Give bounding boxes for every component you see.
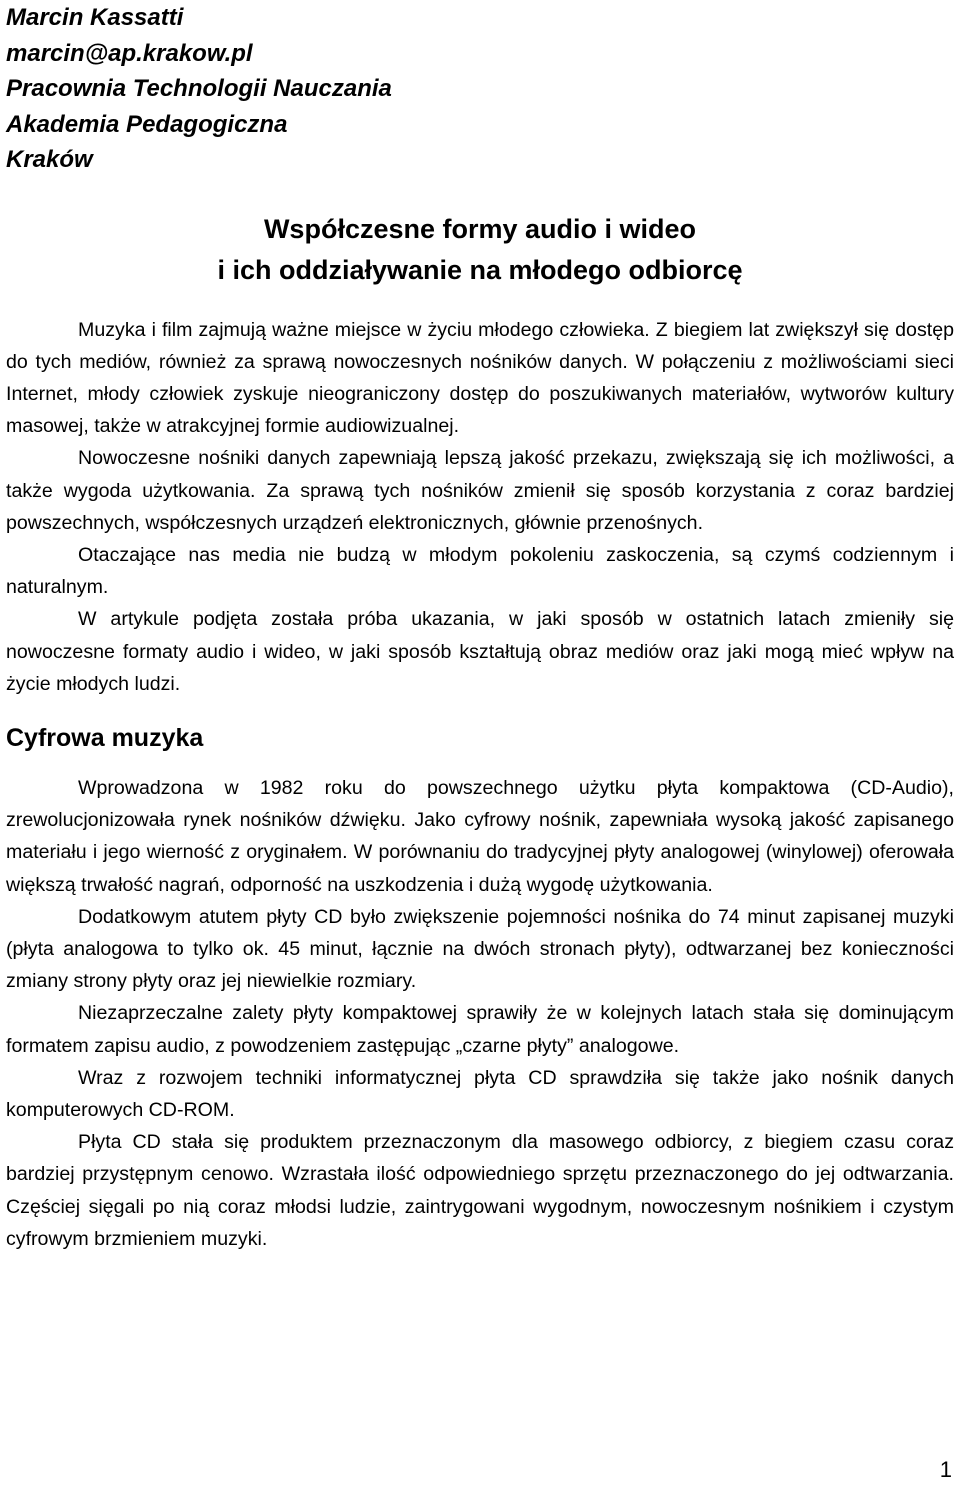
document-page — [6, 0, 954, 1255]
author-unit: Pracownia Technologii Nauczania — [6, 75, 392, 102]
author-email: marcin@ap.krakow.pl — [6, 39, 253, 67]
author-city: Kraków — [6, 146, 93, 173]
author-institution: Akademia Pedagogiczna — [6, 110, 288, 138]
section-paragraph: Niezaprzeczalne zalety płyty kompaktowej sprawiły że w kolejnych latach stała się dominującym formatem zapisu audio, z powodzeniem zastępując „czarne płyty” analogowe. — [6, 1002, 954, 1057]
document-title — [6, 209, 954, 291]
section-paragraph: Wprowadzona w 1982 roku do powszechnego użytku płyta kompaktowa (CD-Audio), zrewolucjonizowała rynek nośników dźwięku. Jako cyfrowy nośnik, zapewniała wysoką jakość zapisanego materiału i jego wierność z oryginałem. W porównaniu do tradycyjnej płyty analogowej (winylowej) oferowała większą trwałość nagrań, odporność na uszkodzenia i dużą wygodę użytkowania. — [6, 776, 954, 896]
page-number: 1 — [939, 1457, 952, 1482]
intro-paragraph: Nowoczesne nośniki danych zapewniają lepszą jakość przekazu, zwiększają się ich możliwości, a także wygoda użytkowania. Za sprawą tych nośników zmienił się sposób korzystania z coraz bardziej powszechnych, współczesnych urządzeń elektronicznych, głównie przenośnych. — [6, 447, 954, 534]
section-paragraph: Dodatkowym atutem płyty CD było zwiększenie pojemności nośnika do 74 minut zapisanej muzyki (płyta analogowa to tylko ok. 45 minut, łącznie na dwóch stronach płyty), odtwarzanej bez konieczności zmiany strony płyty oraz jej niewielkie rozmiary. — [6, 905, 954, 993]
intro-paragraph: Muzyka i film zajmują ważne miejsce w życiu młodego człowieka. Z biegiem lat zwiększył się dostęp do tych mediów, również za sprawą nowoczesnych nośników danych. W połączeniu z możliwościami sieci Internet, młody człowiek zyskuje nieograniczony dostęp do poszukiwanych materiałów, wytworów kultury masowej, także w atrakcyjnej formie audiowizualnej. — [6, 318, 954, 438]
title-line-1: Współczesne formy audio i wideo — [263, 213, 697, 244]
section-paragraph: Płyta CD stała się produktem przeznaczonym dla masowego odbiorcy, z biegiem czasu coraz bardziej przystępnym cenowo. Wzrastała ilość odpowiedniego sprzętu przeznaczonego do jej odtwarzania. Częściej sięgali po nią coraz młodsi ludzie, zaintrygowani wygodnym, nowoczesnym nośnikiem i czystym cyfrowym brzmieniem muzyki. — [6, 1131, 954, 1250]
author-block — [6, 0, 954, 178]
section-paragraph: Wraz z rozwojem techniki informatycznej płyta CD sprawdziła się także jako nośnik danych komputerowych CD-ROM. — [6, 1066, 954, 1121]
author-name: Marcin Kassatti — [6, 4, 184, 31]
title-line-2: i ich oddziaływanie na młodego odbiorcę — [217, 254, 743, 285]
section-body — [6, 772, 954, 1255]
intro-paragraph: W artykule podjęta została próba ukazania, w jaki sposób w ostatnich latach zmieniły się nowoczesne formaty audio i wideo, w jaki sposób kształtują obraz mediów oraz jaki mogą mieć wpływ na życie młodych ludzi. — [6, 608, 954, 695]
intro-section — [6, 314, 954, 700]
intro-paragraph: Otaczające nas media nie budzą w młodym pokoleniu zaskoczenia, są czymś codziennym i naturalnym. — [6, 543, 954, 599]
section-heading: Cyfrowa muzyka — [6, 723, 204, 752]
